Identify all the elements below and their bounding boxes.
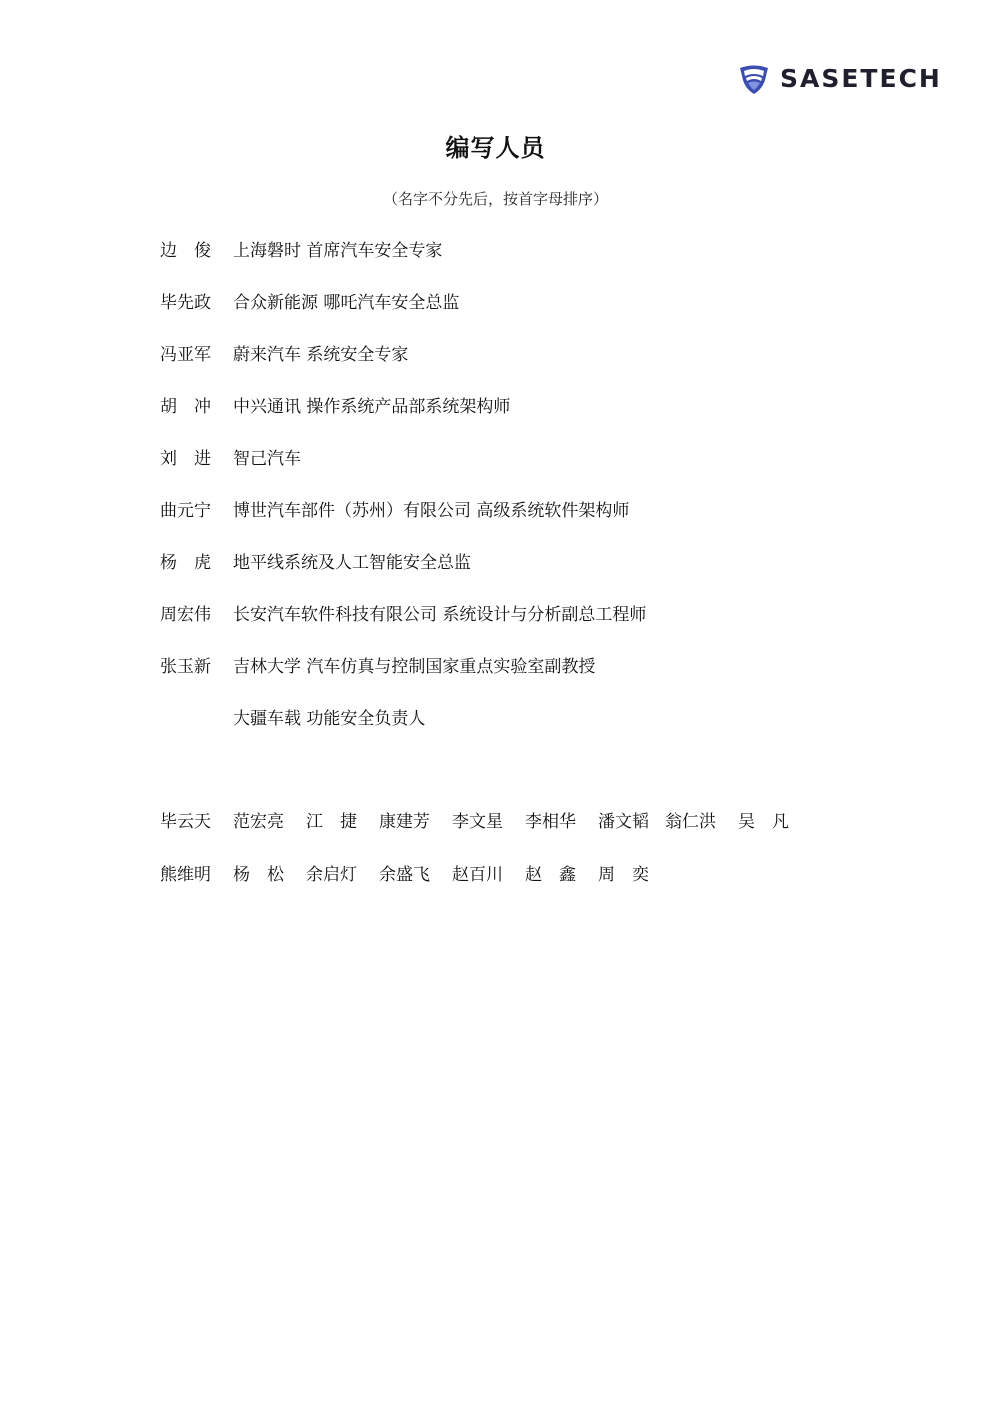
author-name: 刘 进 xyxy=(160,449,211,469)
member-name: 熊维明 xyxy=(160,865,211,885)
member-name: 范宏亮 xyxy=(233,812,284,832)
member-name: 余启灯 xyxy=(306,865,357,885)
member-name: 吴 凡 xyxy=(738,812,789,832)
author-affiliation: 上海磐时 首席汽车安全专家 xyxy=(233,241,443,261)
member-name: 潘文韬 xyxy=(598,812,649,832)
author-affiliation: 长安汽车软件科技有限公司 系统设计与分析副总工程师 xyxy=(233,605,647,625)
member-name: 翁仁洪 xyxy=(665,812,716,832)
member-name: 赵 鑫 xyxy=(525,865,576,885)
company-logo xyxy=(737,61,942,97)
page-subtitle: （名字不分先后，按首字母排序） xyxy=(382,190,608,208)
member-name: 余盛飞 xyxy=(379,865,430,885)
member-row xyxy=(160,809,840,862)
author-name: 胡 冲 xyxy=(160,397,211,417)
member-name: 杨 松 xyxy=(233,865,284,885)
author-name: 张玉新 xyxy=(160,657,211,677)
member-name: 毕云天 xyxy=(160,812,211,832)
member-name: 江 捷 xyxy=(306,812,357,832)
shield-wing-icon xyxy=(737,62,771,96)
author-name: 边 俊 xyxy=(160,241,211,261)
author-affiliation: 地平线系统及人工智能安全总监 xyxy=(233,553,471,573)
author-affiliation: 中兴通讯 操作系统产品部系统架构师 xyxy=(233,397,511,417)
author-name: 周宏伟 xyxy=(160,605,211,625)
author-affiliation: 博世汽车部件（苏州）有限公司 高级系统软件架构师 xyxy=(233,501,630,521)
author-name: 杨 虎 xyxy=(160,553,211,573)
member-name: 李相华 xyxy=(525,812,576,832)
author-name: 曲元宁 xyxy=(160,501,211,521)
member-row xyxy=(160,862,840,915)
member-name: 周 奕 xyxy=(598,865,649,885)
author-affiliation: 吉林大学 汽车仿真与控制国家重点实验室副教授 xyxy=(233,657,596,677)
author-affiliation: 合众新能源 哪吒汽车安全总监 xyxy=(233,293,460,313)
member-name: 李文星 xyxy=(452,812,503,832)
page-title: 编写人员 xyxy=(445,134,546,162)
author-affiliation: 蔚来汽车 系统安全专家 xyxy=(233,345,409,365)
author-name: 毕先政 xyxy=(160,293,211,313)
author-name: 冯亚军 xyxy=(160,345,211,365)
member-name: 赵百川 xyxy=(452,865,503,885)
member-list xyxy=(160,809,840,915)
logo-text: SASETECH xyxy=(780,64,942,93)
member-name: 康建芳 xyxy=(379,812,430,832)
author-affiliation: 大疆车载 功能安全负责人 xyxy=(233,709,426,729)
author-affiliation: 智己汽车 xyxy=(233,449,301,469)
